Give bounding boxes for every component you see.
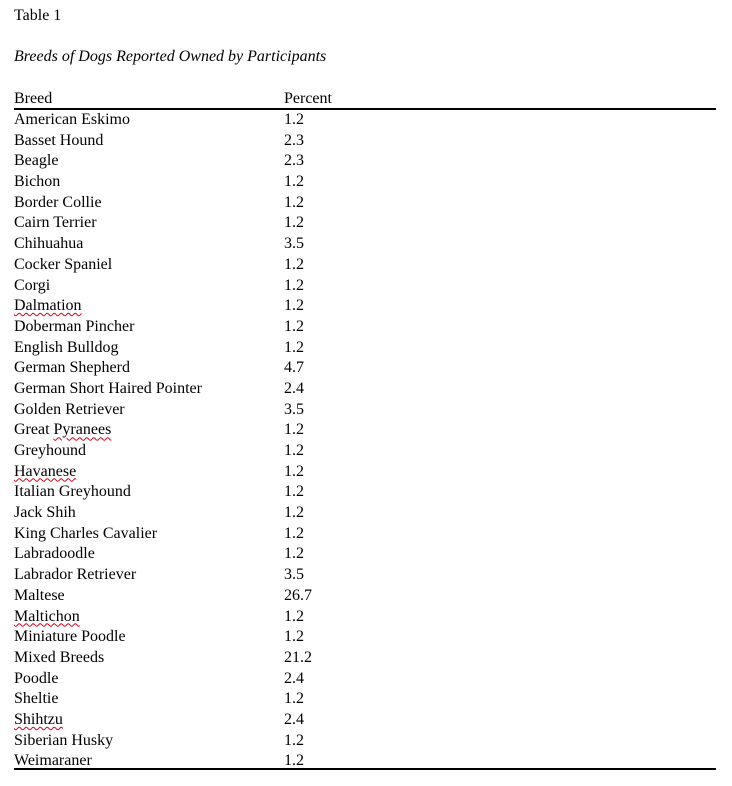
percent-cell: 1.2 (284, 504, 304, 522)
breed-cell: Weimaraner (14, 752, 92, 770)
breed-cell: Jack Shih (14, 504, 76, 522)
breed-cell: Basset Hound (14, 131, 104, 149)
percent-cell: 2.4 (284, 710, 304, 728)
table-row (14, 607, 716, 628)
percent-cell: 1.2 (284, 483, 304, 501)
table-row (14, 689, 716, 710)
table-row (14, 234, 716, 255)
breed-cell: Golden Retriever (14, 400, 125, 418)
table-row (14, 276, 716, 297)
breed-cell: Bichon (14, 173, 61, 191)
table-row (14, 648, 716, 669)
breed-cell: King Charles Cavalier (14, 524, 158, 542)
percent-cell: 1.2 (284, 255, 304, 273)
column-header-percent: Percent (284, 90, 332, 107)
percent-cell: 26.7 (284, 586, 312, 604)
table-row (14, 193, 716, 214)
table-row (14, 669, 716, 690)
column-header-breed: Breed (14, 90, 53, 107)
percent-cell: 2.4 (284, 669, 304, 687)
breed-cell: American Eskimo (14, 111, 130, 128)
breed-cell: Labrador Retriever (14, 566, 137, 584)
table-label: Table 1 (14, 7, 62, 24)
table-row (14, 544, 716, 565)
breed-cell: Shihtzu (14, 710, 63, 728)
table-row (14, 710, 716, 731)
percent-cell: 1.2 (284, 214, 304, 232)
percent-cell: 3.5 (284, 235, 304, 253)
table-title: Breeds of Dogs Reported Owned by Participants (14, 48, 327, 65)
breed-cell: Beagle (14, 152, 59, 170)
percent-cell: 1.2 (284, 607, 304, 625)
table-row (14, 358, 716, 379)
percent-cell: 3.5 (284, 400, 304, 418)
percent-cell: 2.3 (284, 131, 304, 149)
percent-cell: 1.2 (284, 297, 304, 315)
table-row (14, 627, 716, 648)
table-row (14, 317, 716, 338)
percent-cell: 1.2 (284, 276, 304, 294)
percent-cell: 1.2 (284, 690, 304, 708)
table-row (14, 151, 716, 172)
percent-cell: 1.2 (284, 111, 304, 128)
breed-cell: Italian Greyhound (14, 483, 131, 501)
table-row (14, 586, 716, 607)
breed-cell: Great Pyranees (14, 421, 112, 439)
breed-cell: Chihuahua (14, 235, 84, 253)
percent-cell: 1.2 (284, 462, 304, 480)
table-row (14, 441, 716, 462)
breeds-table (14, 90, 716, 772)
table-bottom-rule (14, 768, 716, 770)
table-row (14, 296, 716, 317)
table-row (14, 213, 716, 234)
percent-cell: 1.2 (284, 173, 304, 191)
breed-cell: Cairn Terrier (14, 214, 97, 232)
table-row (14, 731, 716, 752)
table-row (14, 462, 716, 483)
breed-cell: Doberman Pincher (14, 317, 135, 335)
table-row (14, 565, 716, 586)
breed-cell: German Shepherd (14, 359, 130, 377)
breed-cell: Sheltie (14, 690, 59, 708)
breed-cell: Greyhound (14, 442, 86, 459)
breed-cell: Border Collie (14, 193, 102, 211)
breed-cell: Dalmation (14, 297, 82, 315)
table-body (14, 110, 716, 772)
percent-cell: 1.2 (284, 545, 304, 563)
breed-cell: Siberian Husky (14, 731, 114, 749)
table-row (14, 110, 716, 131)
percent-cell: 21.2 (284, 648, 312, 666)
breed-cell: English Bulldog (14, 338, 119, 356)
table-row (14, 172, 716, 193)
breed-cell: Corgi (14, 276, 51, 294)
table-row (14, 524, 716, 545)
table-row (14, 420, 716, 441)
table-header-row (14, 90, 716, 110)
percent-cell: 1.2 (284, 317, 304, 335)
breed-cell: Labradoodle (14, 545, 95, 563)
table-row (14, 131, 716, 152)
percent-cell: 2.4 (284, 379, 304, 397)
percent-cell: 4.7 (284, 359, 304, 377)
percent-cell: 1.2 (284, 752, 304, 770)
percent-cell: 1.2 (284, 442, 304, 459)
table-row (14, 338, 716, 359)
table-row (14, 503, 716, 524)
percent-cell: 1.2 (284, 628, 304, 646)
table-row (14, 255, 716, 276)
percent-cell: 1.2 (284, 421, 304, 439)
percent-cell: 1.2 (284, 193, 304, 211)
breed-cell: German Short Haired Pointer (14, 379, 202, 397)
breed-cell: Miniature Poodle (14, 628, 126, 646)
breed-cell: Maltese (14, 586, 65, 604)
percent-cell: 1.2 (284, 338, 304, 356)
breed-cell: Poodle (14, 669, 59, 687)
table-row (14, 400, 716, 421)
percent-cell: 2.3 (284, 152, 304, 170)
breed-cell: Maltichon (14, 607, 80, 625)
table-row (14, 379, 716, 400)
percent-cell: 1.2 (284, 524, 304, 542)
percent-cell: 3.5 (284, 566, 304, 584)
breed-cell: Havanese (14, 462, 77, 480)
percent-cell: 1.2 (284, 731, 304, 749)
breed-cell: Cocker Spaniel (14, 255, 113, 273)
breed-cell: Mixed Breeds (14, 648, 105, 666)
table-row (14, 482, 716, 503)
